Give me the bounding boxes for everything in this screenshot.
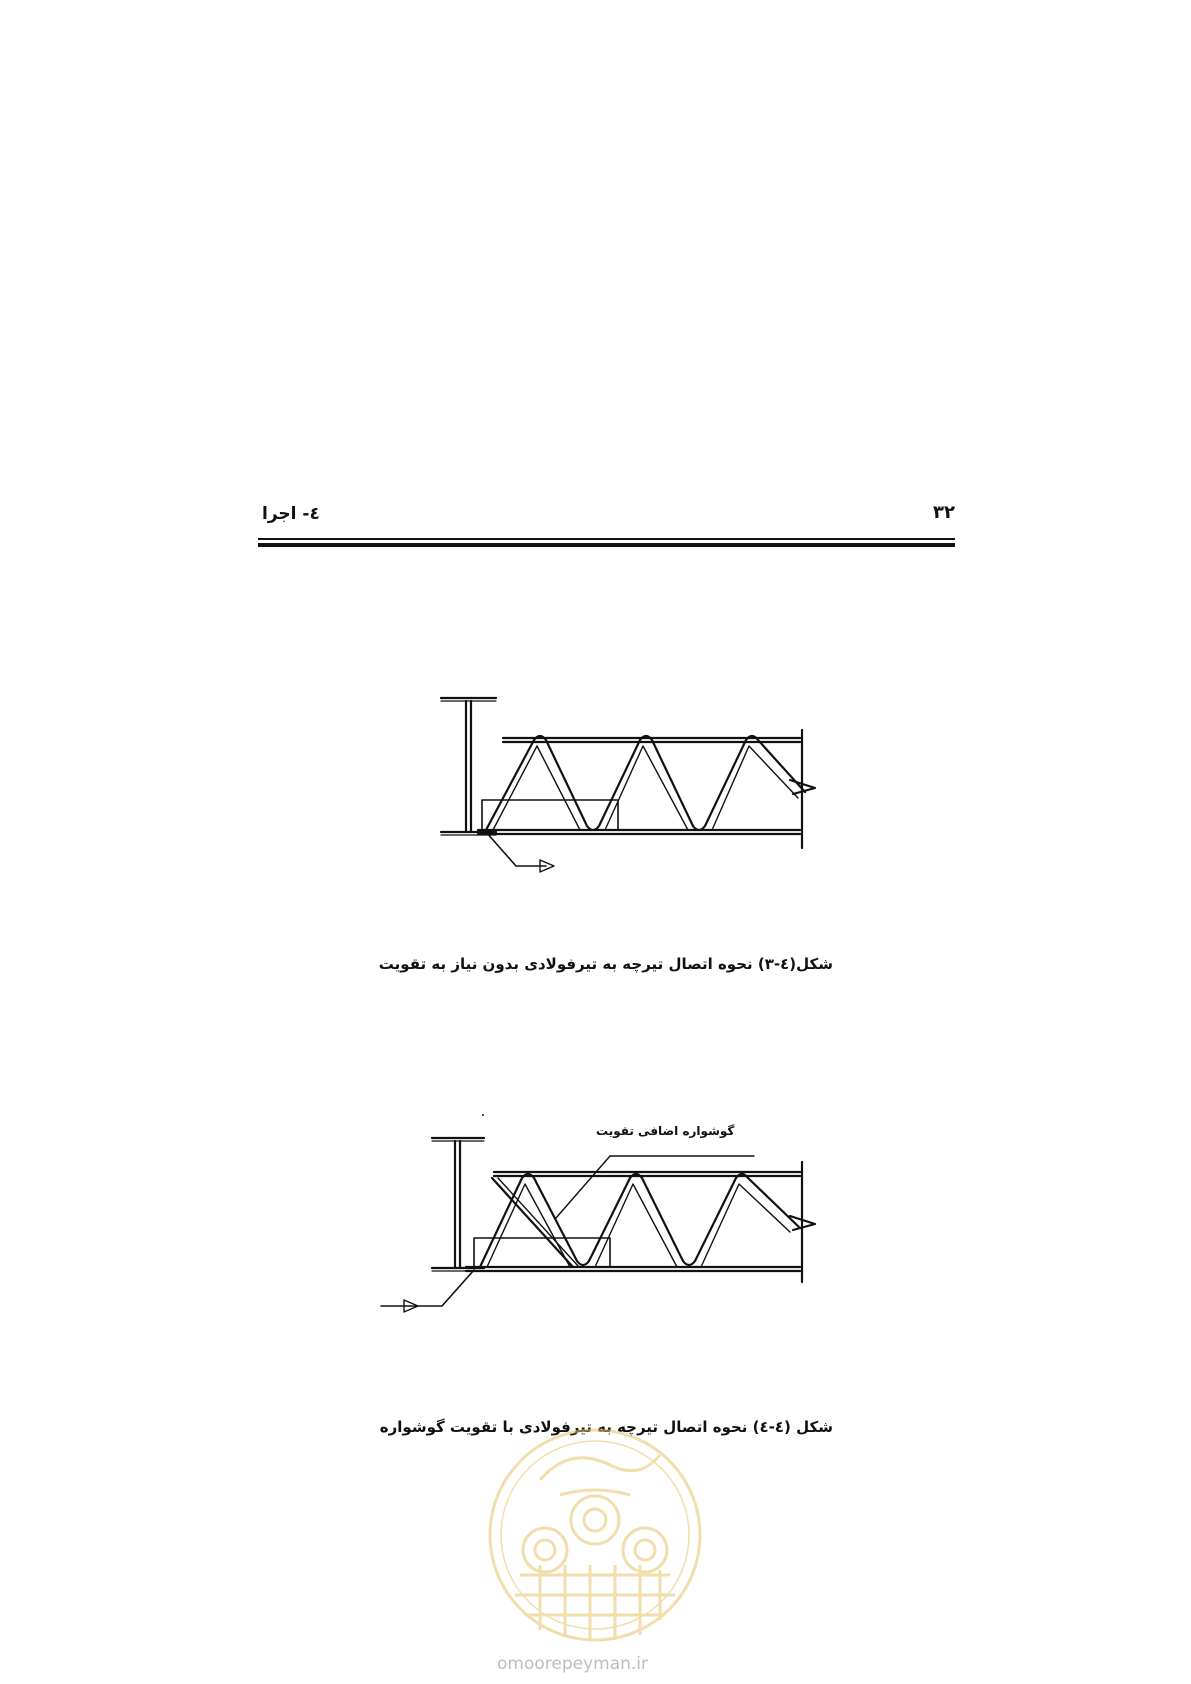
header-rule-thin <box>258 538 955 540</box>
zigzag-web <box>480 1174 800 1267</box>
seat-plate <box>482 800 618 830</box>
figure-caption-2: شکل (٤-٤) نحوه اتصال تیرچه به تیرفولادی با تقویت گوشواره <box>379 1418 833 1436</box>
figure-joist-connection-1 <box>0 680 1191 920</box>
figure-caption-1: شکل(٤-٣) نحوه اتصال تیرچه به تیرفولادی بدون نیاز به تقویت <box>378 955 833 973</box>
figure-joist-connection-2 <box>0 1110 1191 1340</box>
weld-leader <box>381 1270 474 1306</box>
watermark-logo <box>480 1425 710 1645</box>
header-rule-thick <box>258 543 955 547</box>
watermark-site: omoorepeyman.ir <box>497 1654 649 1674</box>
gusset-diagonal <box>492 1178 573 1267</box>
weld-leader <box>486 832 546 866</box>
gusset-label: گوشواره اضافی تقویت <box>596 1124 735 1138</box>
gusset-label-leader <box>556 1156 610 1218</box>
page-number: ٣٢ <box>933 502 955 523</box>
chapter-title: ٤- اجرا <box>262 504 320 524</box>
